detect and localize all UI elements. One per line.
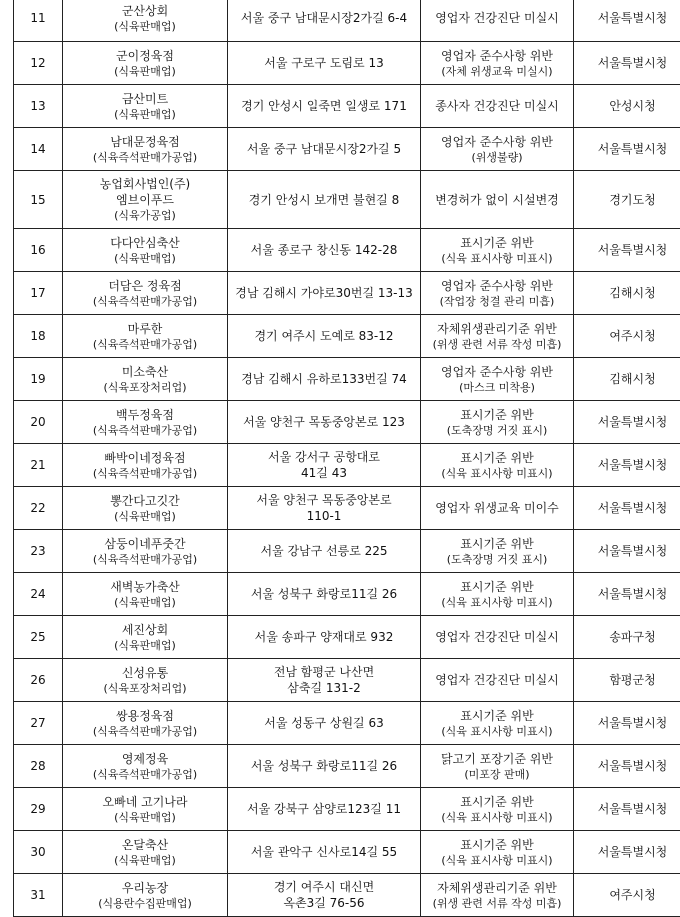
address-cell: [228, 401, 421, 444]
business-name-cell: [63, 358, 228, 401]
business-name: 금산미트: [65, 91, 225, 107]
address-cell: [228, 831, 421, 874]
business-type: (식육포장처리업): [65, 681, 225, 696]
business-name: 미소축산: [65, 364, 225, 380]
violation-title: 영업자 위생교육 미이수: [423, 500, 571, 516]
violation-cell: [421, 788, 574, 831]
agency-cell: 서울특별시청: [574, 444, 680, 487]
violation-cell: [421, 530, 574, 573]
business-type: (식육판매업): [65, 810, 225, 825]
row-number: 26: [14, 659, 63, 702]
business-name: 군산상회: [65, 3, 225, 19]
address-line: 서울 송파구 양재대로 932: [230, 629, 418, 645]
agency-cell: 서울특별시청: [574, 573, 680, 616]
row-number: 11: [14, 0, 63, 42]
violation-cell: [421, 487, 574, 530]
address-cell: [228, 171, 421, 229]
violation-detail: (미포장 판매): [423, 767, 571, 782]
violation-title: 영업자 준수사항 위반: [423, 134, 571, 150]
business-type: (식육판매업): [65, 64, 225, 79]
violation-title: 종사자 건강진단 미실시: [423, 98, 571, 114]
address-cell: [228, 702, 421, 745]
business-type: (식육판매업): [65, 638, 225, 653]
row-number: 13: [14, 85, 63, 128]
violation-cell: [421, 315, 574, 358]
table-row: [14, 358, 680, 401]
row-number: 12: [14, 42, 63, 85]
business-name: 온달축산: [65, 837, 225, 853]
business-name: 신성유통: [65, 665, 225, 681]
table-row: [14, 85, 680, 128]
address-cell: [228, 487, 421, 530]
agency-cell: 송파구청: [574, 616, 680, 659]
business-type: (식육즉석판매가공업): [65, 767, 225, 782]
row-number: 16: [14, 229, 63, 272]
business-type: (식육판매업): [65, 509, 225, 524]
violation-cell: [421, 171, 574, 229]
table-row: [14, 272, 680, 315]
violation-title: 표시기준 위반: [423, 708, 571, 724]
address-line: 서울 강남구 선릉로 225: [230, 543, 418, 559]
agency-cell: 서울특별시청: [574, 702, 680, 745]
violation-detail: (자체 위생교육 미실시): [423, 64, 571, 79]
violation-cell: [421, 444, 574, 487]
row-number: 22: [14, 487, 63, 530]
business-type: (식육즉석판매가공업): [65, 724, 225, 739]
table-row: [14, 315, 680, 358]
address-line: 서울 중구 남대문시장2가길 5: [230, 141, 418, 157]
violation-cell: [421, 745, 574, 788]
business-type: (식육즉석판매가공업): [65, 423, 225, 438]
agency-cell: 서울특별시청: [574, 745, 680, 788]
agency-cell: 김해시청: [574, 272, 680, 315]
table-row: [14, 831, 680, 874]
address-line: 경기 여주시 도예로 83-12: [230, 328, 418, 344]
violation-cell: [421, 0, 574, 42]
business-name: 오빠네 고기나라: [65, 794, 225, 810]
table-row: [14, 788, 680, 831]
violation-cell: [421, 573, 574, 616]
row-number: 20: [14, 401, 63, 444]
business-name-cell: [63, 444, 228, 487]
violation-title: 표시기준 위반: [423, 407, 571, 423]
address-cell: [228, 272, 421, 315]
agency-cell: 서울특별시청: [574, 487, 680, 530]
table-row: [14, 229, 680, 272]
violation-detail: (마스크 미착용): [423, 380, 571, 395]
table-row: [14, 171, 680, 229]
business-name: 쌍용정육점: [65, 708, 225, 724]
address-line: 서울 양천구 목동중앙본로 123: [230, 414, 418, 430]
violation-cell: [421, 401, 574, 444]
business-type: (식육판매업): [65, 251, 225, 266]
address-cell: [228, 358, 421, 401]
business-name: 세진상회: [65, 622, 225, 638]
business-name-cell: [63, 702, 228, 745]
address-line: 옥촌3길 76-56: [230, 895, 418, 911]
violation-title: 변경허가 없이 시설변경: [423, 192, 571, 208]
row-number: 15: [14, 171, 63, 229]
agency-cell: 서울특별시청: [574, 788, 680, 831]
table-row: [14, 745, 680, 788]
agency-cell: 서울특별시청: [574, 229, 680, 272]
row-number: 18: [14, 315, 63, 358]
table-body: [14, 0, 680, 917]
business-name-cell: [63, 831, 228, 874]
table-row: [14, 0, 680, 42]
violation-detail: (식육 표시사항 미표시): [423, 595, 571, 610]
agency-cell: 김해시청: [574, 358, 680, 401]
business-name: 마루한: [65, 321, 225, 337]
address-line: 경기 여주시 대신면: [230, 879, 418, 895]
business-type: (식육즉석판매가공업): [65, 552, 225, 567]
address-cell: [228, 788, 421, 831]
table-row: [14, 128, 680, 171]
business-name-cell: [63, 401, 228, 444]
violations-table: [13, 0, 680, 917]
violation-cell: [421, 616, 574, 659]
row-number: 19: [14, 358, 63, 401]
row-number: 28: [14, 745, 63, 788]
business-name-cell: [63, 315, 228, 358]
violation-detail: (위생 관련 서류 작성 미흡): [423, 896, 571, 911]
table-row: [14, 616, 680, 659]
business-name: 엠브이푸드: [65, 192, 225, 208]
address-line: 경기 안성시 보개면 불현길 8: [230, 192, 418, 208]
business-type: (식육판매업): [65, 107, 225, 122]
address-cell: [228, 128, 421, 171]
violation-detail: (식육 표시사항 미표시): [423, 466, 571, 481]
agency-cell: 서울특별시청: [574, 831, 680, 874]
violation-title: 표시기준 위반: [423, 536, 571, 552]
business-name-cell: [63, 272, 228, 315]
address-cell: [228, 616, 421, 659]
business-name: 백두정육점: [65, 407, 225, 423]
address-line: 서울 관악구 신사로14길 55: [230, 844, 418, 860]
violation-title: 닭고기 포장기준 위반: [423, 751, 571, 767]
address-cell: [228, 659, 421, 702]
address-line: 서울 강서구 공항대로: [230, 449, 418, 465]
table-row: [14, 573, 680, 616]
violation-title: 영업자 건강진단 미실시: [423, 672, 571, 688]
violation-detail: (식육 표시사항 미표시): [423, 724, 571, 739]
business-type: (식육판매업): [65, 19, 225, 34]
violation-detail: (도축장명 거짓 표시): [423, 423, 571, 438]
address-line: 서울 중구 남대문시장2가길 6-4: [230, 10, 418, 26]
violation-cell: [421, 831, 574, 874]
address-line: 서울 구로구 도림로 13: [230, 55, 418, 71]
business-name-cell: [63, 487, 228, 530]
row-number: 17: [14, 272, 63, 315]
table-row: [14, 659, 680, 702]
table-row: [14, 702, 680, 745]
address-cell: [228, 42, 421, 85]
business-name: 삼둥이네푸줏간: [65, 536, 225, 552]
violation-title: 영업자 건강진단 미실시: [423, 629, 571, 645]
violation-title: 영업자 준수사항 위반: [423, 48, 571, 64]
violation-cell: [421, 659, 574, 702]
address-line: 전남 함평군 나산면: [230, 664, 418, 680]
agency-cell: 경기도청: [574, 171, 680, 229]
business-name-cell: [63, 745, 228, 788]
business-name-cell: [63, 616, 228, 659]
row-number: 25: [14, 616, 63, 659]
violation-detail: (작업장 청결 관리 미흡): [423, 294, 571, 309]
address-cell: [228, 573, 421, 616]
agency-cell: 서울특별시청: [574, 401, 680, 444]
violation-cell: [421, 128, 574, 171]
agency-cell: 여주시청: [574, 315, 680, 358]
violation-title: 영업자 준수사항 위반: [423, 364, 571, 380]
business-type: (식육판매업): [65, 853, 225, 868]
violation-title: 자체위생관리기준 위반: [423, 880, 571, 896]
violation-cell: [421, 85, 574, 128]
violation-detail: (식육 표시사항 미표시): [423, 251, 571, 266]
address-line: 서울 양천구 목동중앙본로: [230, 492, 418, 508]
business-name-cell: [63, 229, 228, 272]
agency-cell: 서울특별시청: [574, 42, 680, 85]
table-row: [14, 530, 680, 573]
violation-title: 표시기준 위반: [423, 579, 571, 595]
business-name-cell: [63, 788, 228, 831]
table-row: [14, 401, 680, 444]
business-type: (식육포장처리업): [65, 380, 225, 395]
address-line: 110-1: [230, 508, 418, 524]
row-number: 24: [14, 573, 63, 616]
row-number: 27: [14, 702, 63, 745]
business-name: 우리농장: [65, 880, 225, 896]
violation-cell: [421, 358, 574, 401]
violation-title: 표시기준 위반: [423, 450, 571, 466]
business-name: 농업회사법인(주): [65, 176, 225, 192]
violation-title: 영업자 준수사항 위반: [423, 278, 571, 294]
violation-title: 표시기준 위반: [423, 235, 571, 251]
violation-cell: [421, 42, 574, 85]
address-cell: [228, 85, 421, 128]
business-type: (식육가공업): [65, 208, 225, 223]
violation-title: 표시기준 위반: [423, 794, 571, 810]
business-name: 빠박이네정육점: [65, 450, 225, 466]
business-type: (식육즉석판매가공업): [65, 466, 225, 481]
business-name-cell: [63, 171, 228, 229]
address-line: 서울 종로구 창신동 142-28: [230, 242, 418, 258]
business-type: (식육즉석판매가공업): [65, 150, 225, 165]
violation-detail: (식육 표시사항 미표시): [423, 810, 571, 825]
business-name-cell: [63, 659, 228, 702]
row-number: 14: [14, 128, 63, 171]
address-line: 서울 성북구 화랑로11길 26: [230, 758, 418, 774]
agency-cell: 서울특별시청: [574, 0, 680, 42]
violation-detail: (위생불량): [423, 150, 571, 165]
agency-cell: 서울특별시청: [574, 530, 680, 573]
address-cell: [228, 229, 421, 272]
violation-detail: (식육 표시사항 미표시): [423, 853, 571, 868]
address-cell: [228, 530, 421, 573]
table-row: [14, 42, 680, 85]
address-line: 경남 김해시 가야로30번길 13-13: [230, 285, 418, 301]
row-number: 29: [14, 788, 63, 831]
business-name-cell: [63, 85, 228, 128]
violation-detail: (도축장명 거짓 표시): [423, 552, 571, 567]
table-row: [14, 444, 680, 487]
business-name-cell: [63, 128, 228, 171]
table-row: [14, 874, 680, 917]
row-number: 30: [14, 831, 63, 874]
business-name-cell: [63, 573, 228, 616]
row-number: 31: [14, 874, 63, 917]
business-name: 남대문정육점: [65, 134, 225, 150]
violation-detail: (위생 관련 서류 작성 미흡): [423, 337, 571, 352]
address-line: 서울 강북구 삼양로123길 11: [230, 801, 418, 817]
business-name: 영제정육: [65, 751, 225, 767]
agency-cell: 서울특별시청: [574, 128, 680, 171]
address-cell: [228, 315, 421, 358]
agency-cell: 안성시청: [574, 85, 680, 128]
address-cell: [228, 874, 421, 917]
violation-cell: [421, 874, 574, 917]
business-name: 더담은 정육점: [65, 278, 225, 294]
table-row: [14, 487, 680, 530]
business-name-cell: [63, 0, 228, 42]
business-name: 군이정육점: [65, 48, 225, 64]
row-number: 21: [14, 444, 63, 487]
address-line: 삼축길 131-2: [230, 680, 418, 696]
address-line: 서울 성북구 화랑로11길 26: [230, 586, 418, 602]
address-line: 경기 안성시 일죽면 일생로 171: [230, 98, 418, 114]
business-name: 새벽농가축산: [65, 579, 225, 595]
business-type: (식용란수집판매업): [65, 896, 225, 911]
violation-title: 표시기준 위반: [423, 837, 571, 853]
address-cell: [228, 0, 421, 42]
address-line: 경남 김해시 유하로133번길 74: [230, 371, 418, 387]
violation-title: 영업자 건강진단 미실시: [423, 10, 571, 26]
row-number: 23: [14, 530, 63, 573]
business-name: 다다안심축산: [65, 235, 225, 251]
violation-cell: [421, 229, 574, 272]
address-cell: [228, 745, 421, 788]
business-type: (식육판매업): [65, 595, 225, 610]
business-name-cell: [63, 530, 228, 573]
violation-cell: [421, 702, 574, 745]
address-cell: [228, 444, 421, 487]
address-line: 서울 성동구 상원길 63: [230, 715, 418, 731]
violation-title: 자체위생관리기준 위반: [423, 321, 571, 337]
address-line: 41길 43: [230, 465, 418, 481]
agency-cell: 여주시청: [574, 874, 680, 917]
business-type: (식육즉석판매가공업): [65, 337, 225, 352]
business-name-cell: [63, 874, 228, 917]
business-type: (식육즉석판매가공업): [65, 294, 225, 309]
business-name-cell: [63, 42, 228, 85]
business-name: 뽕간다고깃간: [65, 493, 225, 509]
agency-cell: 함평군청: [574, 659, 680, 702]
violation-cell: [421, 272, 574, 315]
